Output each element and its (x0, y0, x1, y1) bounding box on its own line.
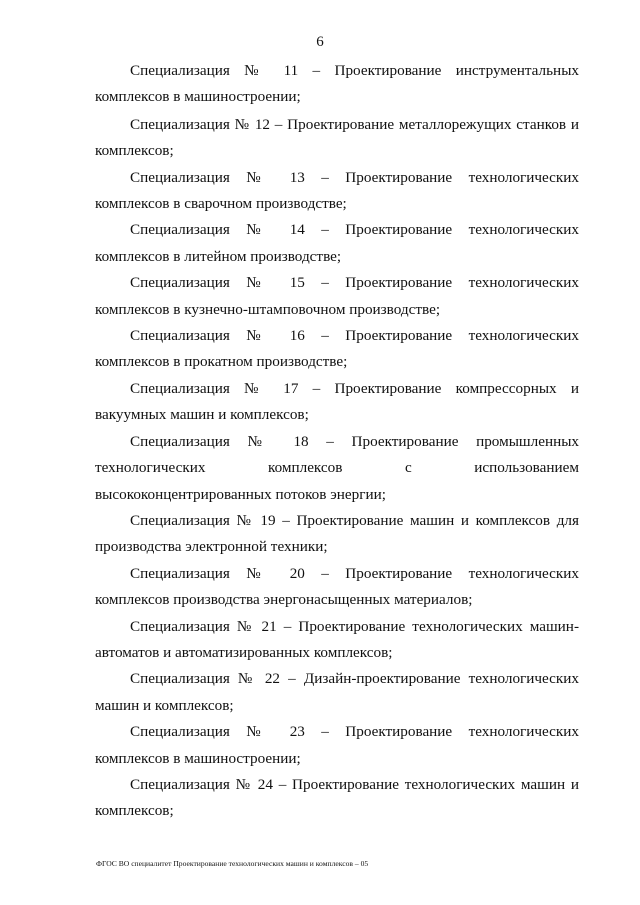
specialization-22: Специализация № 22 – Дизайн-проектирование технологических машин и комплексов; (95, 670, 579, 714)
specialization-11: Специализация № 11 – Проектирование инструментальных комплексов в машиностроении; (95, 62, 579, 106)
specialization-15: Специализация № 15 – Проектирование технологических комплексов в кузнечно-штамповочном производстве; (95, 274, 579, 318)
specialization-17: Специализация № 17 – Проектирование компрессорных и вакуумных машин и комплексов; (95, 379, 579, 424)
specialization-13: Специализация № 13 – Проектирование технологических комплексов в сварочном производстве; (95, 168, 579, 213)
specialization-20: Специализация № 20 – Проектирование технологических комплексов производства энергонасыщенных материалов; (95, 564, 579, 609)
specialization-19: Специализация № 19 – Проектирование машин и комплексов для производства электронной техники; (95, 511, 579, 556)
document-footer: ФГОС ВО специалитет Проектирование технологических машин и комплексов – 05 (96, 859, 369, 868)
page-number: 6 (316, 34, 324, 50)
document-body (95, 58, 579, 825)
specialization-14: Специализация № 14 – Проектирование технологических комплексов в литейном производстве; (95, 221, 579, 265)
specialization-21: Специализация № 21 – Проектирование технологических машин-автоматов и автоматизированных комплексов; (95, 617, 579, 661)
specialization-16: Специализация № 16 – Проектирование технологических комплексов в прокатном производстве; (95, 327, 579, 371)
specialization-18: Специализация № 18 – Проектирование промышленных технологических комплексов с использованием высококонцентрированных потоков энергии; (95, 432, 579, 503)
specialization-24: Специализация № 24 – Проектирование технологических машин и комплексов; (95, 775, 579, 820)
specialization-23: Специализация № 23 – Проектирование технологических комплексов в машиностроении; (95, 723, 579, 767)
specialization-12: Специализация № 12 – Проектирование металлорежущих станков и комплексов; (95, 115, 579, 160)
